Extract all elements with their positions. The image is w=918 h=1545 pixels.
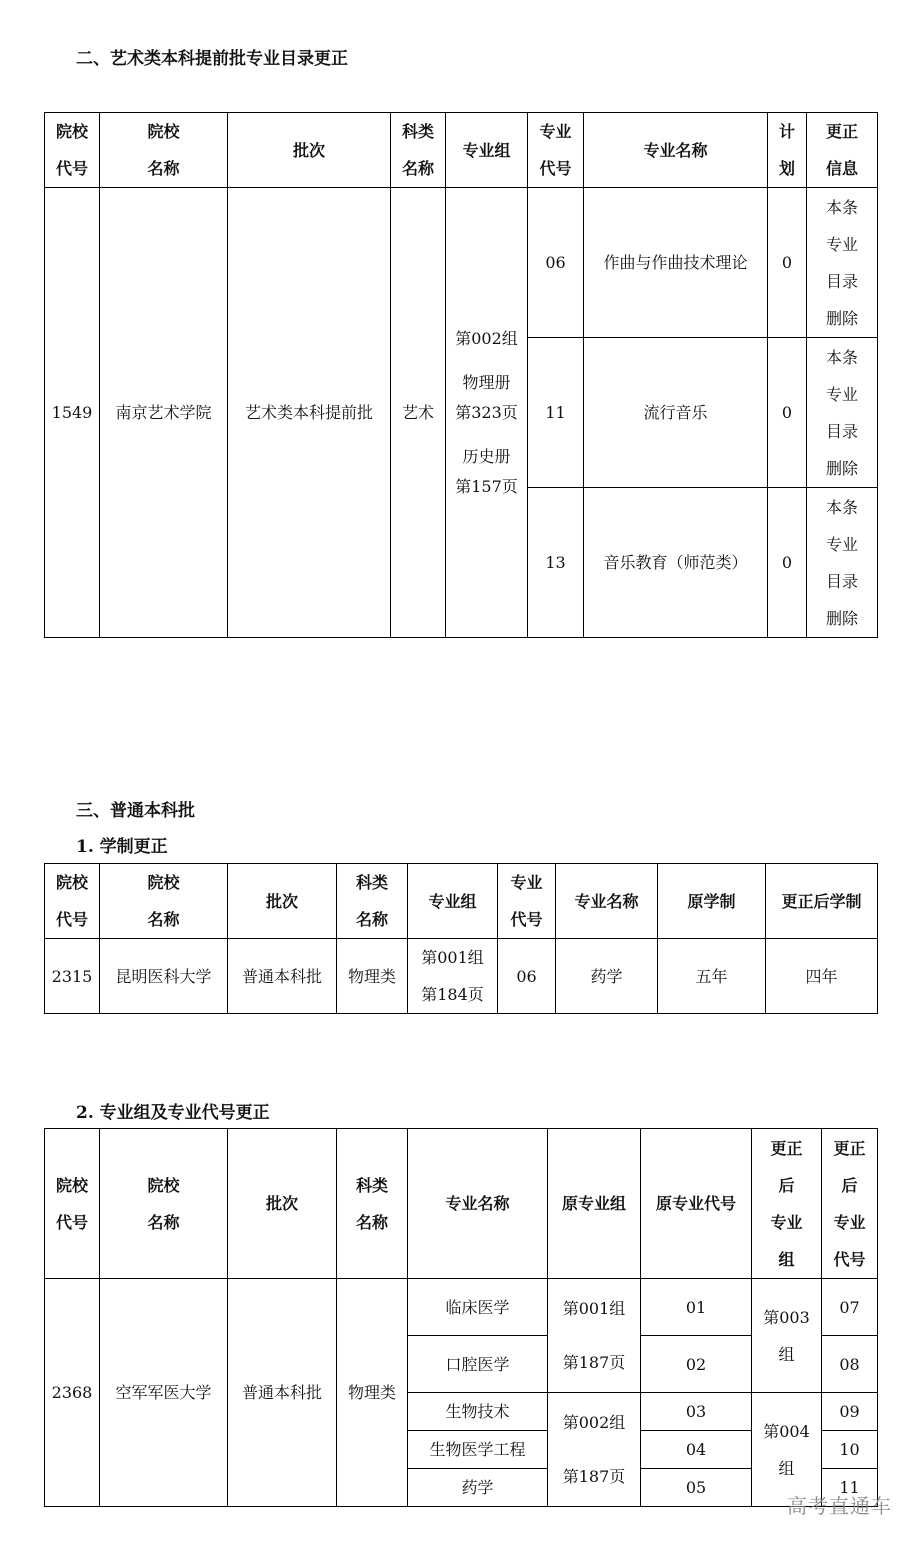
school-code-cell: 1549 bbox=[45, 188, 100, 638]
major-code-cell: 11 bbox=[528, 338, 584, 488]
major-name-cell: 药学 bbox=[408, 1469, 548, 1507]
new-group-cell: 第003 组 bbox=[752, 1279, 822, 1393]
major-name-cell: 药学 bbox=[556, 939, 658, 1014]
school-name-cell: 昆明医科大学 bbox=[100, 939, 228, 1014]
new-duration-cell: 四年 bbox=[766, 939, 878, 1014]
category-cell: 物理类 bbox=[337, 939, 408, 1014]
header-category: 科类 名称 bbox=[337, 1129, 408, 1279]
major-name-cell: 生物医学工程 bbox=[408, 1431, 548, 1469]
new-code-cell: 08 bbox=[822, 1336, 878, 1393]
orig-code-cell: 05 bbox=[641, 1469, 752, 1507]
plan-cell: 0 bbox=[768, 338, 807, 488]
major-name-cell: 流行音乐 bbox=[584, 338, 768, 488]
new-code-cell: 07 bbox=[822, 1279, 878, 1336]
group-cell: 第002组 物理册 第323页 历史册 第157页 bbox=[446, 188, 528, 638]
info-cell: 本条 专业 目录 删除 bbox=[807, 188, 878, 338]
header-school-name: 院校 名称 bbox=[100, 1129, 228, 1279]
table-row bbox=[45, 1279, 878, 1336]
header-new-code: 更正 后 专业 代号 bbox=[822, 1129, 878, 1279]
header-major-code: 专业 代号 bbox=[528, 113, 584, 188]
orig-code-cell: 02 bbox=[641, 1336, 752, 1393]
category-cell: 物理类 bbox=[337, 1279, 408, 1507]
new-code-cell: 11 bbox=[822, 1469, 878, 1507]
orig-code-cell: 04 bbox=[641, 1431, 752, 1469]
orig-duration-cell: 五年 bbox=[658, 939, 766, 1014]
header-school-code: 院校 代号 bbox=[45, 113, 100, 188]
info-cell: 本条 专业 目录 删除 bbox=[807, 488, 878, 638]
subsection1-title: 1. 学制更正 bbox=[76, 837, 168, 857]
orig-group-cell: 第002组 第187页 bbox=[548, 1393, 641, 1507]
new-group-cell: 第004 组 bbox=[752, 1393, 822, 1507]
header-plan: 计 划 bbox=[768, 113, 807, 188]
school-code-cell: 2315 bbox=[45, 939, 100, 1014]
group-cell: 第001组 第184页 bbox=[408, 939, 498, 1014]
table-row bbox=[45, 188, 878, 338]
plan-cell: 0 bbox=[768, 488, 807, 638]
header-batch: 批次 bbox=[228, 864, 337, 939]
batch-cell: 普通本科批 bbox=[228, 939, 337, 1014]
major-code-cell: 06 bbox=[498, 939, 556, 1014]
batch-cell: 艺术类本科提前批 bbox=[228, 188, 391, 638]
header-school-code: 院校 代号 bbox=[45, 864, 100, 939]
watermark: 高考直通车 bbox=[787, 1494, 892, 1518]
art-correction-table bbox=[44, 112, 878, 638]
section3-title: 三、普通本科批 bbox=[76, 801, 195, 821]
header-orig-duration: 原学制 bbox=[658, 864, 766, 939]
major-code-cell: 13 bbox=[528, 488, 584, 638]
new-code-cell: 10 bbox=[822, 1431, 878, 1469]
header-school-name: 院校 名称 bbox=[100, 113, 228, 188]
orig-code-cell: 03 bbox=[641, 1393, 752, 1431]
header-school-name: 院校 名称 bbox=[100, 864, 228, 939]
new-code-cell: 09 bbox=[822, 1393, 878, 1431]
header-orig-group: 原专业组 bbox=[548, 1129, 641, 1279]
major-name-cell: 生物技术 bbox=[408, 1393, 548, 1431]
header-new-group: 更正 后 专业 组 bbox=[752, 1129, 822, 1279]
section2-title: 二、艺术类本科提前批专业目录更正 bbox=[76, 49, 348, 69]
header-school-code: 院校 代号 bbox=[45, 1129, 100, 1279]
header-category: 科类 名称 bbox=[337, 864, 408, 939]
header-major-name: 专业名称 bbox=[556, 864, 658, 939]
plan-cell: 0 bbox=[768, 188, 807, 338]
header-major-code: 专业 代号 bbox=[498, 864, 556, 939]
major-name-cell: 作曲与作曲技术理论 bbox=[584, 188, 768, 338]
header-major-name: 专业名称 bbox=[584, 113, 768, 188]
header-info: 更正 信息 bbox=[807, 113, 878, 188]
duration-correction-table bbox=[44, 863, 878, 1014]
school-name-cell: 南京艺术学院 bbox=[100, 188, 228, 638]
header-category: 科类 名称 bbox=[391, 113, 446, 188]
header-major-name: 专业名称 bbox=[408, 1129, 548, 1279]
school-name-cell: 空军军医大学 bbox=[100, 1279, 228, 1507]
major-name-cell: 临床医学 bbox=[408, 1279, 548, 1336]
subsection2-title: 2. 专业组及专业代号更正 bbox=[76, 1103, 270, 1123]
group-code-correction-table bbox=[44, 1128, 878, 1507]
orig-group-cell: 第001组 第187页 bbox=[548, 1279, 641, 1393]
table-row bbox=[45, 939, 878, 1014]
info-cell: 本条 专业 目录 删除 bbox=[807, 338, 878, 488]
header-orig-code: 原专业代号 bbox=[641, 1129, 752, 1279]
major-code-cell: 06 bbox=[528, 188, 584, 338]
header-batch: 批次 bbox=[228, 113, 391, 188]
orig-code-cell: 01 bbox=[641, 1279, 752, 1336]
batch-cell: 普通本科批 bbox=[228, 1279, 337, 1507]
header-group: 专业组 bbox=[408, 864, 498, 939]
header-batch: 批次 bbox=[228, 1129, 337, 1279]
header-new-duration: 更正后学制 bbox=[766, 864, 878, 939]
school-code-cell: 2368 bbox=[45, 1279, 100, 1507]
header-group: 专业组 bbox=[446, 113, 528, 188]
category-cell: 艺术 bbox=[391, 188, 446, 638]
major-name-cell: 音乐教育（师范类） bbox=[584, 488, 768, 638]
major-name-cell: 口腔医学 bbox=[408, 1336, 548, 1393]
